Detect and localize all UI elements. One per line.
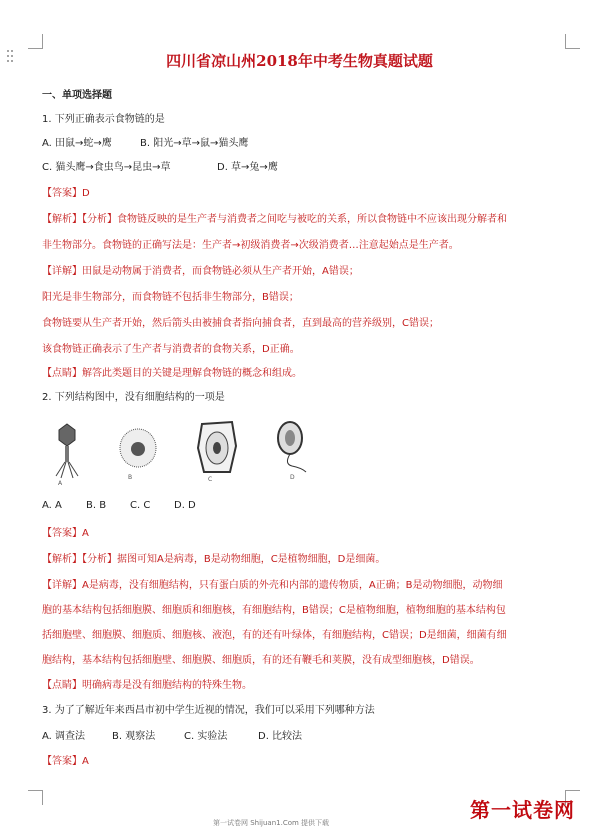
q2-option-b: B. B [86,500,107,511]
q2-option-d: D. D [174,500,196,511]
animal-cell-figure [118,424,158,486]
figure-label-a: A [58,480,63,487]
section-heading: 一、单项选择题 [42,90,112,101]
q3-options [42,727,302,742]
q2-options [42,500,196,511]
plant-cell-icon [196,418,238,476]
q1-detail-line1: 【详解】田鼠是动物属于消费者，而食物链必须从生产者开始，A错误； [42,266,359,277]
q3-option-b: B. 观察法 [112,731,156,742]
q1-detail-line2: 阳光是非生物部分，而食物链不包括非生物部分，B错误； [42,292,299,303]
q2-option-a: A. A [42,500,62,511]
figure-label-d: D [290,474,295,481]
figure-label-b: B [128,474,133,481]
q1-comment: 【点睛】解答此类题目的关键是理解食物链的概念和组成。 [42,368,302,379]
q2-analysis: 【解析】【分析】据图可知A是病毒，B是动物细胞，C是植物细胞，D是细菌。 [42,554,386,565]
q1-detail-line3: 食物链要从生产者开始，然后箭头由被捕食者指向捕食者，直到最高的营养级别，C错误； [42,318,439,329]
q1-option-d: D. 草→兔→鹰 [217,162,278,173]
q2-detail-line3: 括细胞壁、细胞膜、细胞质、细胞核、液泡，有的还有叶绿体，有细胞结构，C错误；D是细菌，细菌有细 [42,630,507,641]
q1-option-b: B. 阳光→草→鼠→猫头鹰 [140,138,249,149]
page-corner-top-right [565,34,580,49]
q2-option-c: C. C [130,500,151,511]
q1-options-row1 [42,134,248,149]
virus-figure [52,422,82,486]
q3-stem: 3. 为了了解近年来西昌市初中学生近视的情况，我们可以采用下列哪种方法 [42,705,375,716]
q1-options-row2 [42,158,278,173]
q3-answer: 【答案】A [42,756,89,767]
q3-option-a: A. 调查法 [42,731,86,742]
q2-detail-line1: 【详解】A是病毒，没有细胞结构，只有蛋白质的外壳和内部的遗传物质，A正确；B是动物细胞，动物细 [42,580,503,591]
q2-comment: 【点睛】明确病毒是没有细胞结构的特殊生物。 [42,680,252,691]
q1-detail-line4: 该食物链正确表示了生产者与消费者的食物关系，D正确。 [42,344,300,355]
q2-stem: 2. 下列结构图中，没有细胞结构的一项是 [42,392,225,403]
q2-figures [48,418,328,490]
q2-answer: 【答案】A [42,528,89,539]
plant-cell-figure [196,418,238,490]
q1-answer: 【答案】D [42,188,90,199]
q1-option-a: A. 田鼠→蛇→鹰 [42,138,112,149]
q3-option-c: C. 实验法 [184,731,228,742]
q1-option-c: C. 猫头鹰→食虫鸟→昆虫→草 [42,162,171,173]
page-footer[interactable]: 第一试卷网 Shijuan1.Com 提供下载 [213,819,330,827]
page-title: 四川省凉山州2018年中考生物真题试题 [166,52,433,70]
q1-analysis-line2: 非生物部分。食物链的正确写法是：生产者→初级消费者→次级消费者…注意起始点是生产者。 [42,240,459,251]
virus-icon [52,422,82,486]
q1-stem: 1. 下列正确表示食物链的是 [42,114,165,125]
q2-detail-line4: 胞结构，基本结构包括细胞壁、细胞膜、细胞质，有的还有鞭毛和荚膜，没有成型细胞核，D错误。 [42,655,480,666]
figure-label-c: C [208,476,213,483]
bacterium-icon [272,420,312,476]
q2-detail-line2: 胞的基本结构包括细胞膜、细胞质和细胞核，有细胞结构，B错误；C是植物细胞，植物细胞的基本结构包 [42,605,506,616]
q3-option-d: D. 比较法 [258,731,303,742]
site-logo: 第一试卷网 [470,798,575,822]
bacterium-figure [272,420,312,486]
q1-analysis-line1: 【解析】【分析】食物链反映的是生产者与消费者之间吃与被吃的关系，所以食物链中不应该出现分解者和 [42,214,507,225]
animal-cell-icon [118,424,158,474]
page-corner-top-left [28,34,43,49]
page-corner-bottom-left [28,790,43,805]
